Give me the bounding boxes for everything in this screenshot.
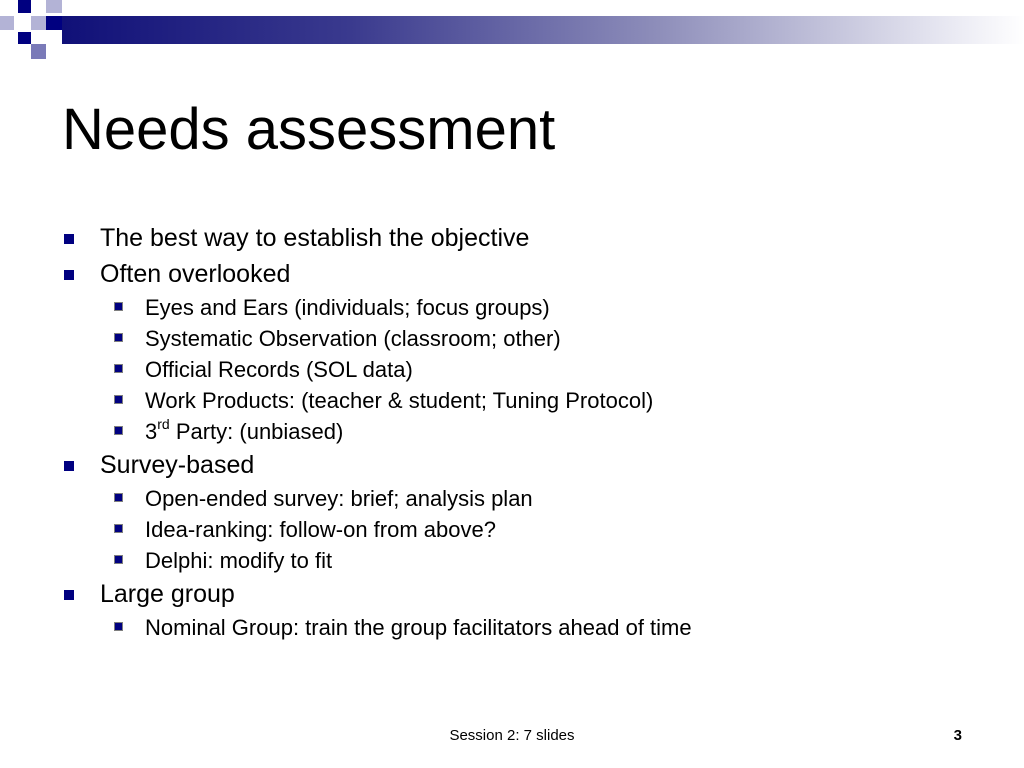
header-square-decoration [46,16,62,30]
sub-bullet-text: Delphi: modify to fit [145,548,333,573]
sub-bullet-text: Party: (unbiased) [169,419,344,444]
sub-bullet-text: Work Products: (teacher & student; Tuning Protocol) [145,388,654,413]
header-square-decoration [0,16,14,30]
bullet-text: Large group [100,580,235,608]
sub-bullet-item [145,292,1024,323]
sub-bullet-list [100,612,1024,643]
bullet-text: The best way to establish the objective [100,224,530,252]
bullet-text: Survey-based [100,451,255,479]
bullet-item [100,256,1024,447]
hollow-square-bullet-icon [114,524,123,533]
sub-bullet-list [100,292,1024,447]
sub-bullet-item [145,385,1024,416]
sub-bullet-list [100,483,1024,576]
sub-bullet-item [145,545,1024,576]
header-square-decoration [18,0,31,13]
filled-square-bullet-icon [64,590,74,600]
sub-bullet-text: Official Records (SOL data) [145,357,413,382]
sub-bullet-text: Systematic Observation (classroom; other) [145,326,561,351]
sub-bullet-text: Eyes and Ears (individuals; focus groups) [145,295,550,320]
bullet-text: Often overlooked [100,260,291,288]
sub-bullet-item [145,612,1024,643]
filled-square-bullet-icon [64,461,74,471]
sub-bullet-text: Nominal Group: train the group facilitators ahead of time [145,615,692,640]
hollow-square-bullet-icon [114,555,123,564]
sub-bullet-item [145,416,1024,447]
slide-title: Needs assessment [62,97,556,162]
hollow-square-bullet-icon [114,364,123,373]
header-square-decoration [46,0,62,13]
ordinal-suffix: rd [157,416,170,432]
header-gradient-band [62,16,1024,44]
slide-page-number: 3 [953,727,962,744]
filled-square-bullet-icon [64,234,74,244]
sub-bullet-text: Idea-ranking: follow-on from above? [145,517,496,542]
header-square-decoration [31,44,46,59]
sub-bullet-item [145,354,1024,385]
bullet-item [100,576,1024,643]
hollow-square-bullet-icon [114,302,123,311]
hollow-square-bullet-icon [114,395,123,404]
sub-bullet-item [145,323,1024,354]
header-square-decoration [31,16,46,30]
bullet-item [100,447,1024,576]
bullet-item [100,220,1024,256]
sub-bullet-item [145,514,1024,545]
filled-square-bullet-icon [64,270,74,280]
bullet-list [0,220,1024,643]
hollow-square-bullet-icon [114,426,123,435]
sub-bullet-text: Open-ended survey: brief; analysis plan [145,486,533,511]
ordinal-number: 3 [145,419,158,444]
hollow-square-bullet-icon [114,622,123,631]
hollow-square-bullet-icon [114,333,123,342]
header-square-decoration [18,32,31,44]
hollow-square-bullet-icon [114,493,123,502]
slide-footer: Session 2: 7 slides [449,727,575,744]
sub-bullet-item [145,483,1024,514]
